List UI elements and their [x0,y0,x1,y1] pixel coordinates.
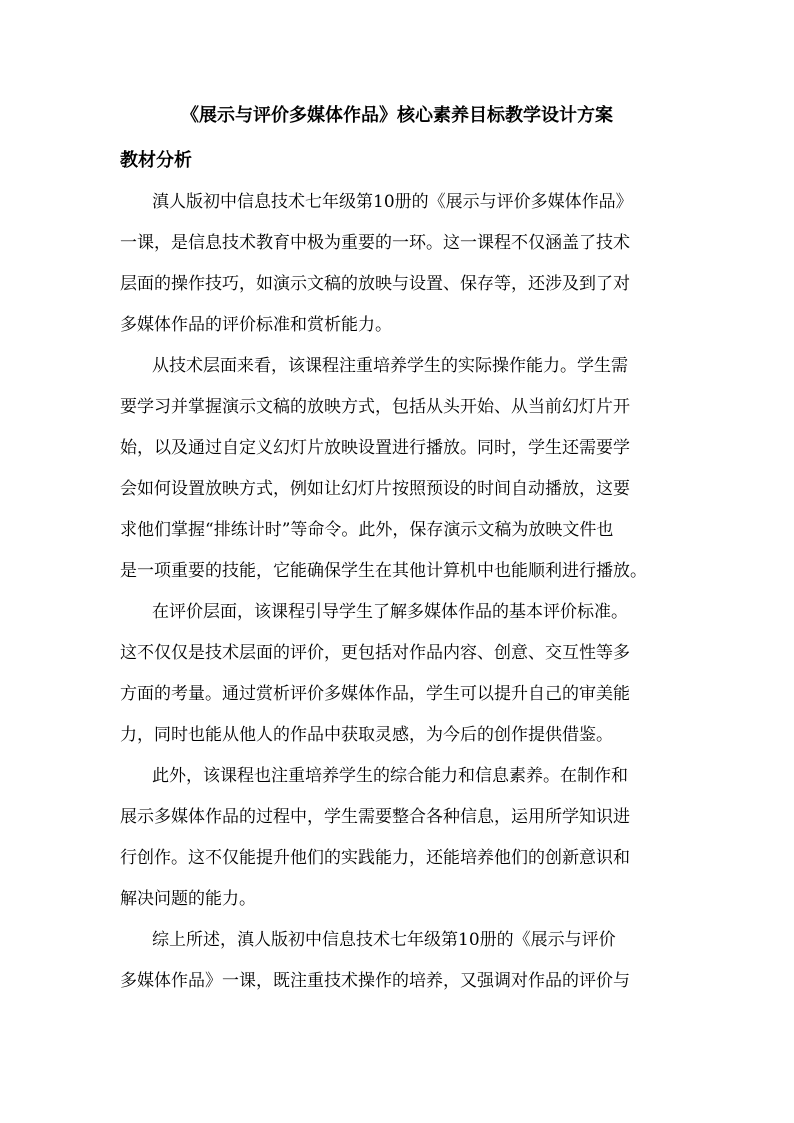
paragraph-4-line-2: 展示多媒体作品的过程中，学生需要整合各种信息，运用所学知识进 [120,807,630,827]
paragraph-2-line-4: 会如何设置放映方式，例如让幻灯片按照预设的时间自动播放，这要 [120,479,630,499]
paragraph-1-line-1: 滇人版初中信息技术七年级第10册的《展示与评价多媒体作品》 [152,192,633,212]
paragraph-5-line-2: 多媒体作品》一课，既注重技术操作的培养，又强调对作品的评价与 [120,971,630,991]
paragraph-3-line-3: 方面的考量。通过赏析评价多媒体作品，学生可以提升自己的审美能 [120,684,630,704]
paragraph-4-line-1: 此外，该课程也注重培养学生的综合能力和信息素养。在制作和 [152,766,628,786]
paragraph-1-line-4: 多媒体作品的评价标准和赏析能力。 [120,315,392,335]
paragraph-2-line-3: 始，以及通过自定义幻灯片放映设置进行播放。同时，学生还需要学 [120,438,630,458]
paragraph-4-line-3: 行创作。这不仅能提升他们的实践能力，还能培养他们的创新意识和 [120,848,630,868]
paragraph-3-line-2: 这不仅仅是技术层面的评价，更包括对作品内容、创意、交互性等多 [120,643,630,663]
paragraph-1-line-3: 层面的操作技巧，如演示文稿的放映与设置、保存等，还涉及到了对 [120,274,630,294]
paragraph-5-line-1: 综上所述，滇人版初中信息技术七年级第10册的《展示与评价 [152,930,616,950]
paragraph-3-line-1: 在评价层面，该课程引导学生了解多媒体作品的基本评价标准。 [152,602,628,622]
paragraph-1-line-2: 一课，是信息技术教育中极为重要的一环。这一课程不仅涵盖了技术 [120,233,630,253]
paragraph-2-line-5: 求他们掌握“排练计时”等命令。此外，保存演示文稿为放映文件也 [120,520,614,540]
paragraph-2-line-2: 要学习并掌握演示文稿的放映方式，包括从头开始、从当前幻灯片开 [120,397,630,417]
section-heading: 教材分析 [120,150,192,171]
paragraph-3-line-4: 力，同时也能从他人的作品中获取灵感，为今后的创作提供借鉴。 [120,725,613,745]
paragraph-2-line-1: 从技术层面来看，该课程注重培养学生的实际操作能力。学生需 [152,356,628,376]
document-title: 《展示与评价多媒体作品》核心素养目标教学设计方案 [181,105,613,126]
paragraph-2-line-6: 是一项重要的技能，它能确保学生在其他计算机中也能顺利进行播放。 [120,561,647,581]
paragraph-4-line-4: 解决问题的能力。 [120,889,256,909]
